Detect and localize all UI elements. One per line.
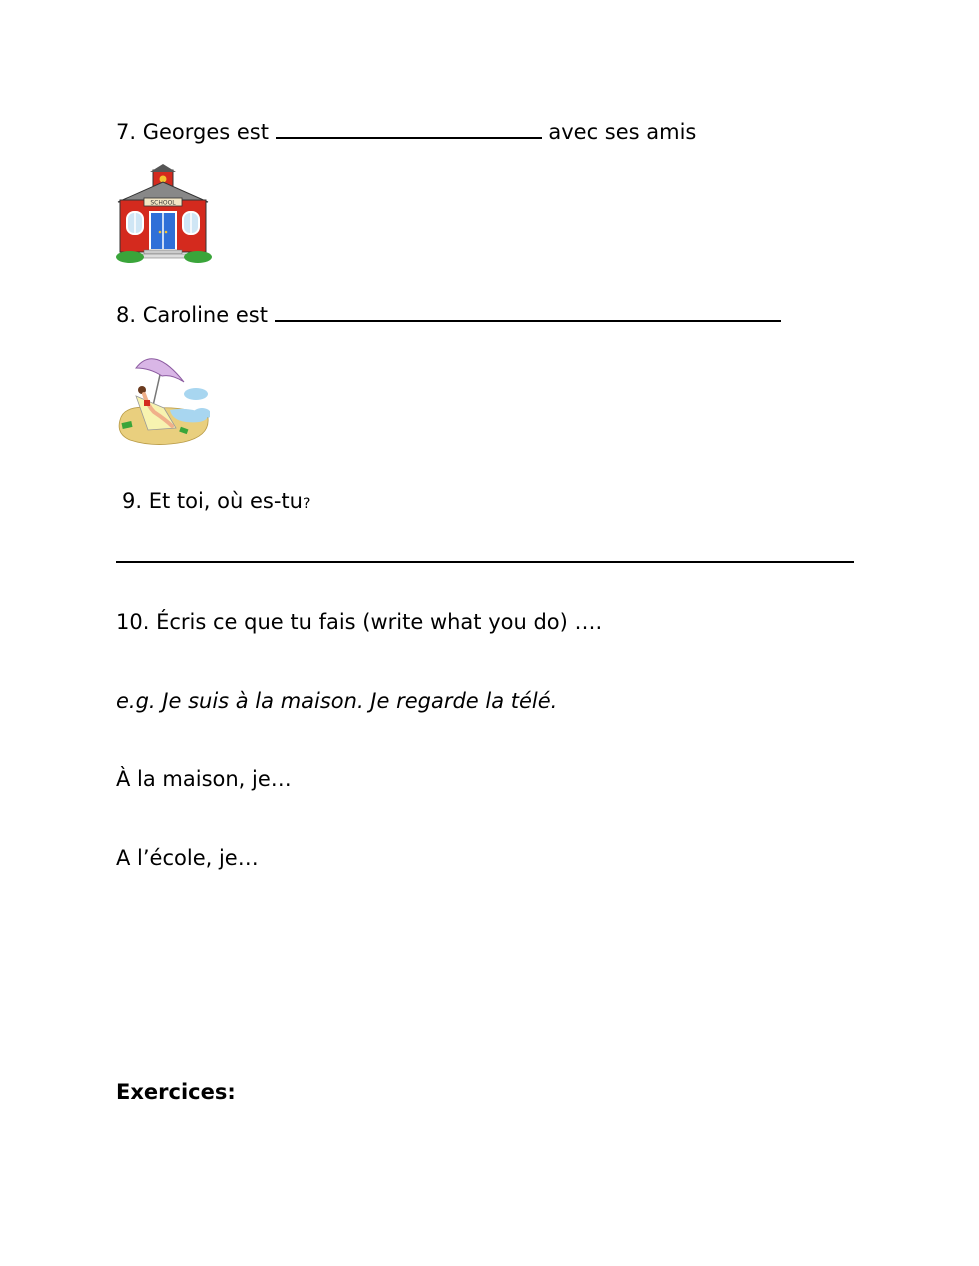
question-7-prefix: 7. Georges est [116,120,269,144]
question-9-text: 9. Et toi, où es-tu [122,489,303,513]
answer-blank-7[interactable] [276,119,542,139]
prompt-school: A l’école, je… [116,846,259,870]
school-image [114,164,212,268]
question-9-mark: ? [302,496,311,512]
example-sentence: e.g. Je suis à la maison. Je regarde la télé. [116,689,558,713]
question-8 [116,302,781,328]
prompt-home: À la maison, je… [116,767,292,791]
answer-blank-8[interactable] [275,302,781,322]
exercises-heading: Exercices: [116,1080,236,1104]
question-10: 10. Écris ce que tu fais (write what you do) …. [116,610,603,634]
question-9 [122,488,310,517]
question-7 [116,119,696,145]
question-8-prefix: 8. Caroline est [116,303,268,327]
question-7-suffix: avec ses amis [548,120,697,144]
school-sign-text: SCHOOL [150,199,176,207]
beach-image [114,348,210,452]
answer-line-9[interactable] [116,561,854,563]
